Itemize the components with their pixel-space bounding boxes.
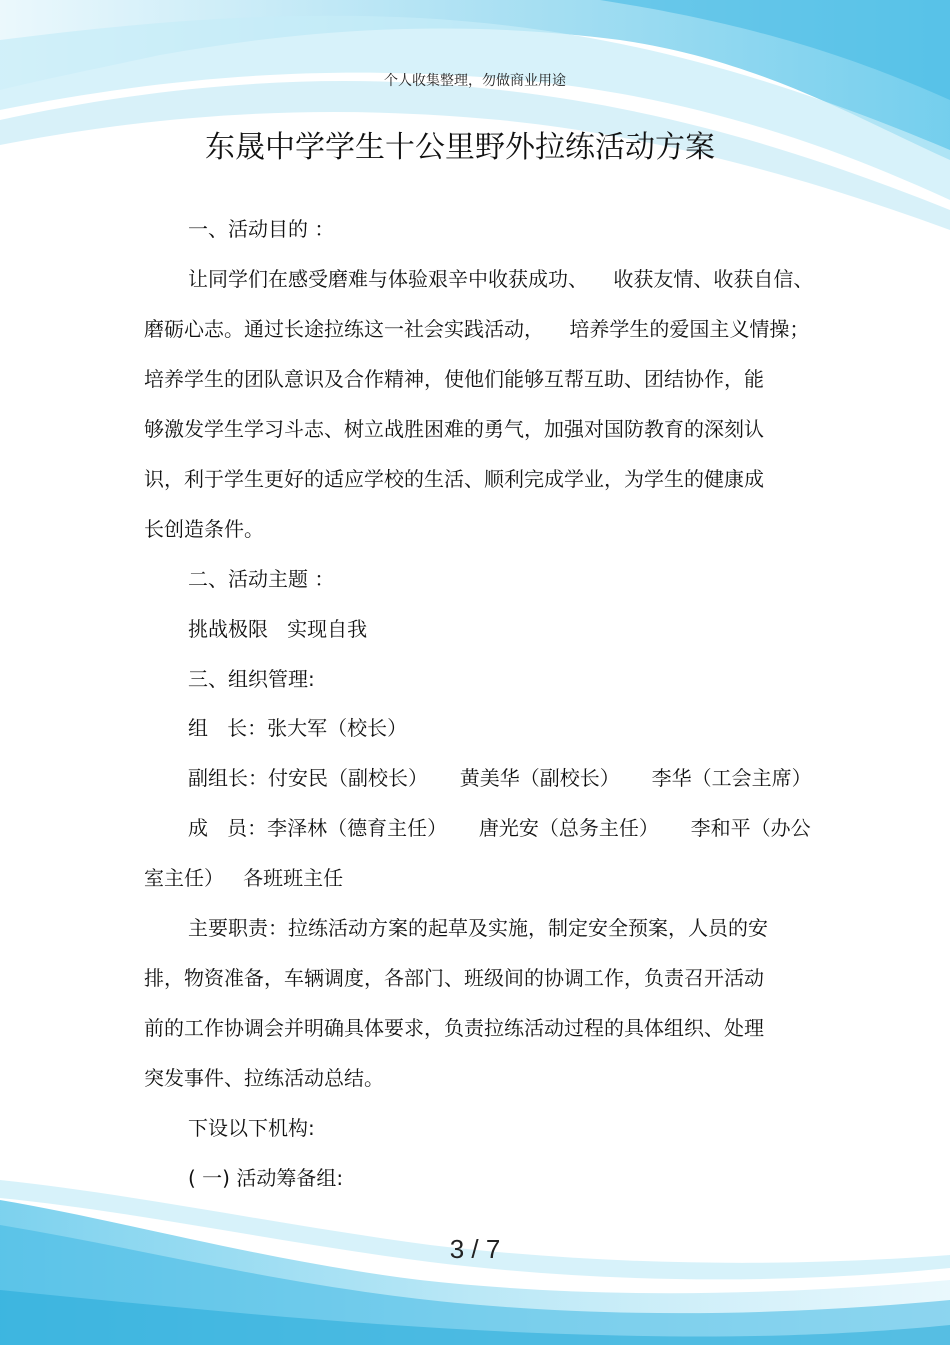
paragraph-line: 排，物资准备，车辆调度，各部门、班级间的协调工作，负责召开活动: [144, 966, 764, 990]
section-heading-purpose: 一、活动目的 ：: [188, 217, 335, 241]
section-heading-organization: 三、组织管理:: [188, 667, 315, 691]
theme-text: 挑战极限 实现自我: [188, 617, 368, 641]
paragraph-line: 前的工作协调会并明确具体要求，负责拉练活动过程的具体组织、处理: [144, 1016, 764, 1040]
page-number: 3 / 7: [449, 1234, 501, 1264]
members-line: 成 员：李泽林（德育主任） 唐光安（总务主任） 李和平（办公: [188, 816, 811, 840]
paragraph-line: 长创造条件。: [144, 517, 264, 541]
leader-line: 组 长：张大军（校长）: [188, 716, 408, 740]
paragraph-line: 磨砺心志。通过长途拉练这一社会实践活动， 培养学生的爱国主义情操；: [144, 317, 810, 341]
members-line-continued: 室主任） 各班班主任: [144, 866, 344, 890]
deputy-leader-line: 副组长：付安民（副校长） 黄美华（副校长） 李华（工会主席）: [188, 766, 812, 790]
paragraph-line: 够激发学生学习斗志、树立战胜困难的勇气，加强对国防教育的深刻认: [144, 417, 764, 441]
header-note: 个人收集整理，勿做商业用途: [384, 73, 566, 89]
document-title: 东晟中学学生十公里野外拉练活动方案: [205, 130, 715, 165]
subsection-heading-preparation: ( 一) 活动筹备组:: [188, 1166, 344, 1190]
paragraph-line: 识，利于学生更好的适应学校的生活、顺利完成学业，为学生的健康成: [144, 467, 764, 491]
paragraph-line: 让同学们在感受磨难与体验艰辛中收获成功、 收获友情、收获自信、: [188, 267, 814, 291]
paragraph-line: 培养学生的团队意识及合作精神，使他们能够互帮互助、团结协作，能: [144, 367, 764, 391]
paragraph-line: 突发事件、拉练活动总结。: [144, 1066, 384, 1090]
section-heading-theme: 二、活动主题 ：: [188, 567, 335, 591]
subsection-intro: 下设以下机构:: [188, 1116, 315, 1140]
paragraph-line: 主要职责：拉练活动方案的起草及实施，制定安全预案，人员的安: [188, 916, 768, 940]
